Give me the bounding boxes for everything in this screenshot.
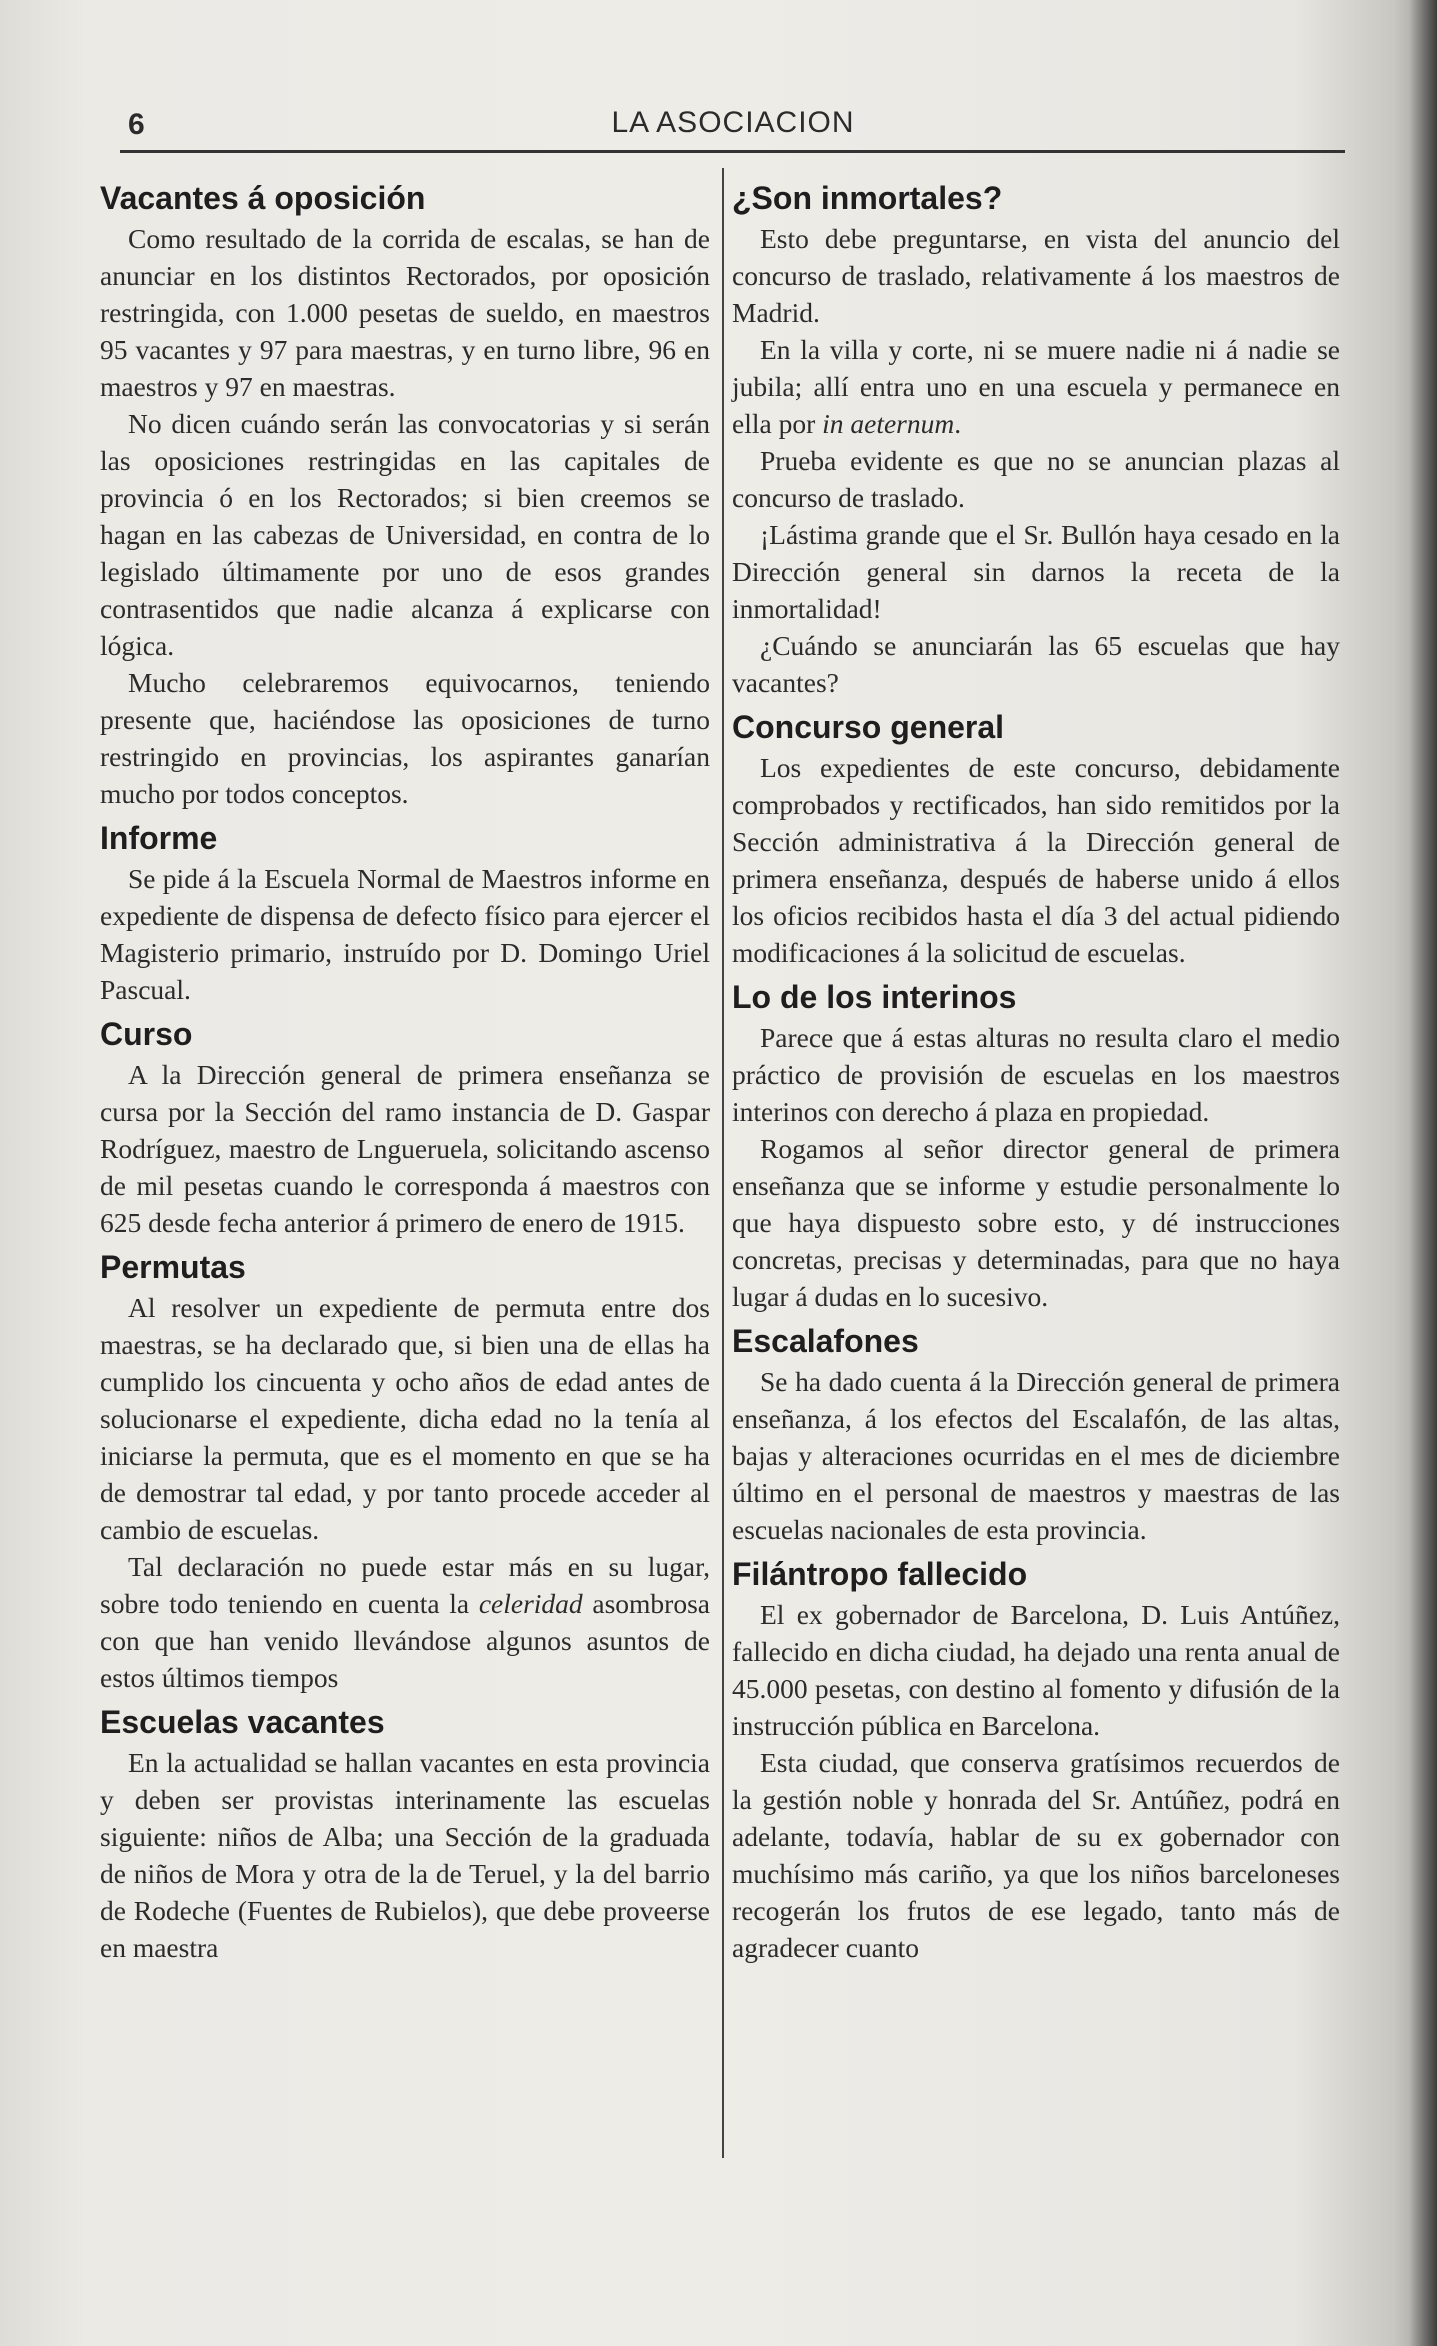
article-heading: Curso [100, 1016, 193, 1052]
article-paragraph: Se ha dado cuenta á la Dirección general de primera enseñanza, á los efectos del Escalafón, de las altas, bajas y alteraciones ocurridas en el mes de diciembre último en el personal de maestros y maestras de las escuelas nacionales de esta provincia. [732, 1366, 1340, 1545]
article-paragraph: Esta ciudad, que conserva gratísimos recuerdos de la gestión noble y honrada del Sr. Antúñez, podrá en adelante, todavía, hablar de su ex gobernador con muchísimo más cariño, ya que los niños barceloneses recogerán los frutos de ese legado, tanto más de agradecer cuanto [732, 1747, 1340, 1963]
article-heading: Informe [100, 820, 218, 856]
article-paragraph: Esto debe preguntarse, en vista del anuncio del concurso de traslado, relativamente á los maestros de Madrid. [732, 223, 1340, 328]
page-header [128, 100, 1338, 150]
article-paragraph: En la actualidad se hallan vacantes en esta provincia y deben ser provistas interinamente las escuelas siguiente: niños de Alba; una Sección de la graduada de niños de Mora y otra de la de Teruel, y la del barrio de Rodeche (Fuentes de Rubielos), que debe proveerse en maestra [100, 1747, 710, 1963]
article-paragraph: Al resolver un expediente de permuta entre dos maestras, se ha declarado que, si bien una de ellas ha cumplido los cincuenta y ocho años de edad antes de solucionarse el expediente, dicha edad no la tenía al iniciarse la permuta, que es el momento en que se ha de demostrar tal edad, y por tanto procede acceder al cambio de escuelas. [100, 1292, 710, 1545]
article-paragraph: ¡Lástima grande que el Sr. Bullón haya cesado en la Dirección general sin darnos la receta de la inmortalidad! [732, 519, 1340, 624]
page-edge-shadow [1409, 0, 1437, 2346]
article-paragraph: A la Dirección general de primera enseñanza se cursa por la Sección del ramo instancia de D. Gaspar Rodríguez, maestro de Lngueruela, solicitando ascenso de mil pesetas cuando le corresponda á maestros con 625 desde fecha anterior á primero de enero de 1915. [100, 1059, 710, 1238]
left-column [100, 178, 710, 1966]
article-heading: Concurso general [732, 709, 1005, 745]
article-paragraph: Los expedientes de este concurso, debidamente comprobados y rectificados, han sido remitidos por la Sección administrativa á la Dirección general de primera enseñanza, después de haberse unido á ellos los oficios recibidos hasta el día 3 del actual pidiendo modificaciones á la solicitud de escuelas. [732, 752, 1340, 968]
article-heading: Lo de los interinos [732, 979, 1017, 1015]
column-divider [722, 168, 724, 2158]
article-paragraph: Parece que á estas alturas no resulta claro el medio práctico de provisión de escuelas en los maestros interinos con derecho á plaza en propiedad. [732, 1022, 1340, 1127]
article-heading: Vacantes á oposición [100, 180, 426, 216]
article-heading: Permutas [100, 1249, 246, 1285]
right-column [732, 178, 1340, 1966]
article-paragraph: ¿Cuándo se anunciarán las 65 escuelas que hay vacantes? [732, 630, 1340, 698]
article-paragraph: El ex gobernador de Barcelona, D. Luis Antúñez, fallecido en dicha ciudad, ha dejado una renta anual de 45.000 pesetas, con destino al fomento y difusión de la instrucción pública en Barcelona. [732, 1599, 1340, 1741]
article-heading: Filántropo fallecido [732, 1556, 1028, 1592]
article-paragraph: Mucho celebraremos equivocarnos, teniendo presente que, haciéndose las oposiciones de turno restringido en provincias, los aspirantes ganarían mucho por todos conceptos. [100, 667, 710, 809]
page-number: 6 [128, 108, 145, 141]
running-title: LA ASOCIACION [611, 106, 855, 139]
article-paragraph: Como resultado de la corrida de escalas, se han de anunciar en los distintos Rectorados, por oposición restringida, con 1.000 pesetas de sueldo, en maestros 95 vacantes y 97 para maestras, y en turno libre, 96 en maestros y 97 en maestras. [100, 223, 710, 402]
article-paragraph: Tal declaración no puede estar más en su lugar, sobre todo teniendo en cuenta la celeridad asombrosa con que han venido llevándose algunos asuntos de estos últimos tiempos [100, 1551, 710, 1693]
article-paragraph: Rogamos al señor director general de primera enseñanza que se informe y estudie personalmente lo que haya dispuesto sobre esto, y dé instrucciones concretas, precisas y determinadas, para que no haya lugar á dudas en lo sucesivo. [732, 1133, 1340, 1312]
article-paragraph: Se pide á la Escuela Normal de Maestros informe en expediente de dispensa de defecto físico para ejercer el Magisterio primario, instruído por D. Domingo Uriel Pascual. [100, 863, 710, 1005]
article-heading: ¿Son inmortales? [732, 180, 1003, 216]
article-heading: Escuelas vacantes [100, 1704, 385, 1740]
article-paragraph: En la villa y corte, ni se muere nadie ni á nadie se jubila; allí entra uno en una escuela y permanece en ella por in aeternum. [732, 334, 1340, 439]
article-heading: Escalafones [732, 1323, 919, 1359]
article-paragraph: Prueba evidente es que no se anuncian plazas al concurso de traslado. [732, 445, 1340, 513]
article-paragraph: No dicen cuándo serán las convocatorias y si serán las oposiciones restringidas en las capitales de provincia ó en los Rectorados; si bien creemos se hagan en las cabezas de Universidad, en contra de lo legislado últimamente por uno de esos grandes contrasentidos que nadie alcanza á explicarse con lógica. [100, 408, 710, 661]
header-rule [120, 150, 1345, 153]
